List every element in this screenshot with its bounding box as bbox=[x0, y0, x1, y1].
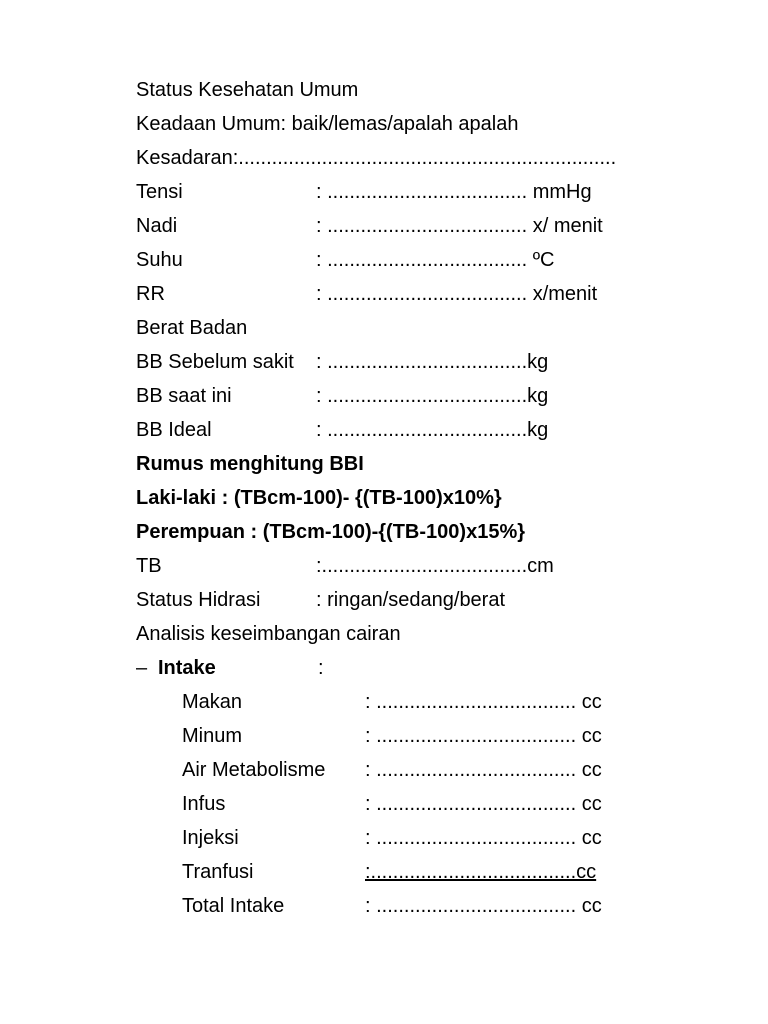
weight-row-ideal bbox=[136, 418, 548, 442]
weight-label: BB Ideal bbox=[136, 419, 212, 441]
vital-value: : .................................... mmHg bbox=[316, 181, 592, 203]
intake-label: Makan bbox=[182, 691, 243, 713]
intake-row-infus bbox=[182, 792, 602, 816]
intake-label: Infus bbox=[182, 793, 226, 815]
intake-value: :.....................................cc bbox=[365, 861, 597, 883]
vital-row-suhu bbox=[136, 248, 554, 272]
weight-value: : ....................................kg bbox=[316, 385, 549, 407]
intake-row-injeksi bbox=[182, 826, 602, 850]
keadaan-umum-line: Keadaan Umum: baik/lemas/apalah apalah bbox=[136, 113, 519, 135]
intake-value: : .................................... cc bbox=[365, 793, 602, 815]
intake-colon: : bbox=[318, 657, 324, 679]
weight-row-sebelum-sakit bbox=[136, 350, 548, 374]
tb-label: TB bbox=[136, 555, 162, 577]
vital-value: : .................................... ºC bbox=[316, 249, 555, 271]
status-hidrasi-label: Status Hidrasi bbox=[136, 589, 261, 611]
vital-value: : .................................... x/ menit bbox=[316, 215, 603, 237]
tb-value: :.....................................cm bbox=[316, 555, 554, 577]
vital-label: Nadi bbox=[136, 215, 178, 237]
vital-value: : .................................... x/menit bbox=[316, 283, 598, 305]
vital-label: Tensi bbox=[136, 181, 183, 203]
vital-row-tensi bbox=[136, 180, 592, 204]
intake-value: : .................................... cc bbox=[365, 759, 602, 781]
intake-heading: Intake bbox=[158, 657, 216, 679]
intake-value: : .................................... cc bbox=[365, 827, 602, 849]
intake-label: Injeksi bbox=[182, 827, 239, 849]
intake-value: : .................................... cc bbox=[365, 691, 602, 713]
vital-label: RR bbox=[136, 283, 165, 305]
rumus-laki-laki: Laki-laki : (TBcm-100)- {(TB-100)x10%} bbox=[136, 487, 502, 509]
intake-row-total bbox=[182, 894, 602, 918]
bullet-dash: – bbox=[136, 657, 148, 679]
tb-row bbox=[136, 554, 554, 578]
intake-row-makan bbox=[182, 690, 602, 714]
intake-label: Air Metabolisme bbox=[182, 759, 326, 781]
weight-value: : ....................................kg bbox=[316, 419, 549, 441]
status-hidrasi-row bbox=[136, 588, 505, 612]
kesadaran-line: Kesadaran:.................................................................... bbox=[136, 147, 617, 169]
weight-label: BB Sebelum sakit bbox=[136, 351, 294, 373]
weight-label: BB saat ini bbox=[136, 385, 232, 407]
weight-value: : ....................................kg bbox=[316, 351, 549, 373]
rumus-perempuan: Perempuan : (TBcm-100)-{(TB-100)x15%} bbox=[136, 521, 526, 543]
intake-label: Total Intake bbox=[182, 895, 285, 917]
intake-value: : .................................... cc bbox=[365, 725, 602, 747]
vital-row-rr bbox=[136, 282, 597, 306]
intake-row-air-metabolisme bbox=[182, 758, 602, 782]
vital-label: Suhu bbox=[136, 249, 183, 271]
intake-label: Tranfusi bbox=[182, 861, 254, 883]
intake-label: Minum bbox=[182, 725, 243, 747]
rumus-heading: Rumus menghitung BBI bbox=[136, 453, 364, 475]
page-title: Status Kesehatan Umum bbox=[136, 79, 359, 101]
weight-row-saat-ini bbox=[136, 384, 548, 408]
intake-row-tranfusi bbox=[182, 860, 596, 884]
analisis-heading: Analisis keseimbangan cairan bbox=[136, 623, 401, 645]
intake-row-minum bbox=[182, 724, 602, 748]
intake-value: : .................................... cc bbox=[365, 895, 602, 917]
status-hidrasi-value: : ringan/sedang/berat bbox=[316, 589, 506, 611]
vital-row-nadi bbox=[136, 214, 603, 238]
berat-badan-heading: Berat Badan bbox=[136, 317, 248, 339]
